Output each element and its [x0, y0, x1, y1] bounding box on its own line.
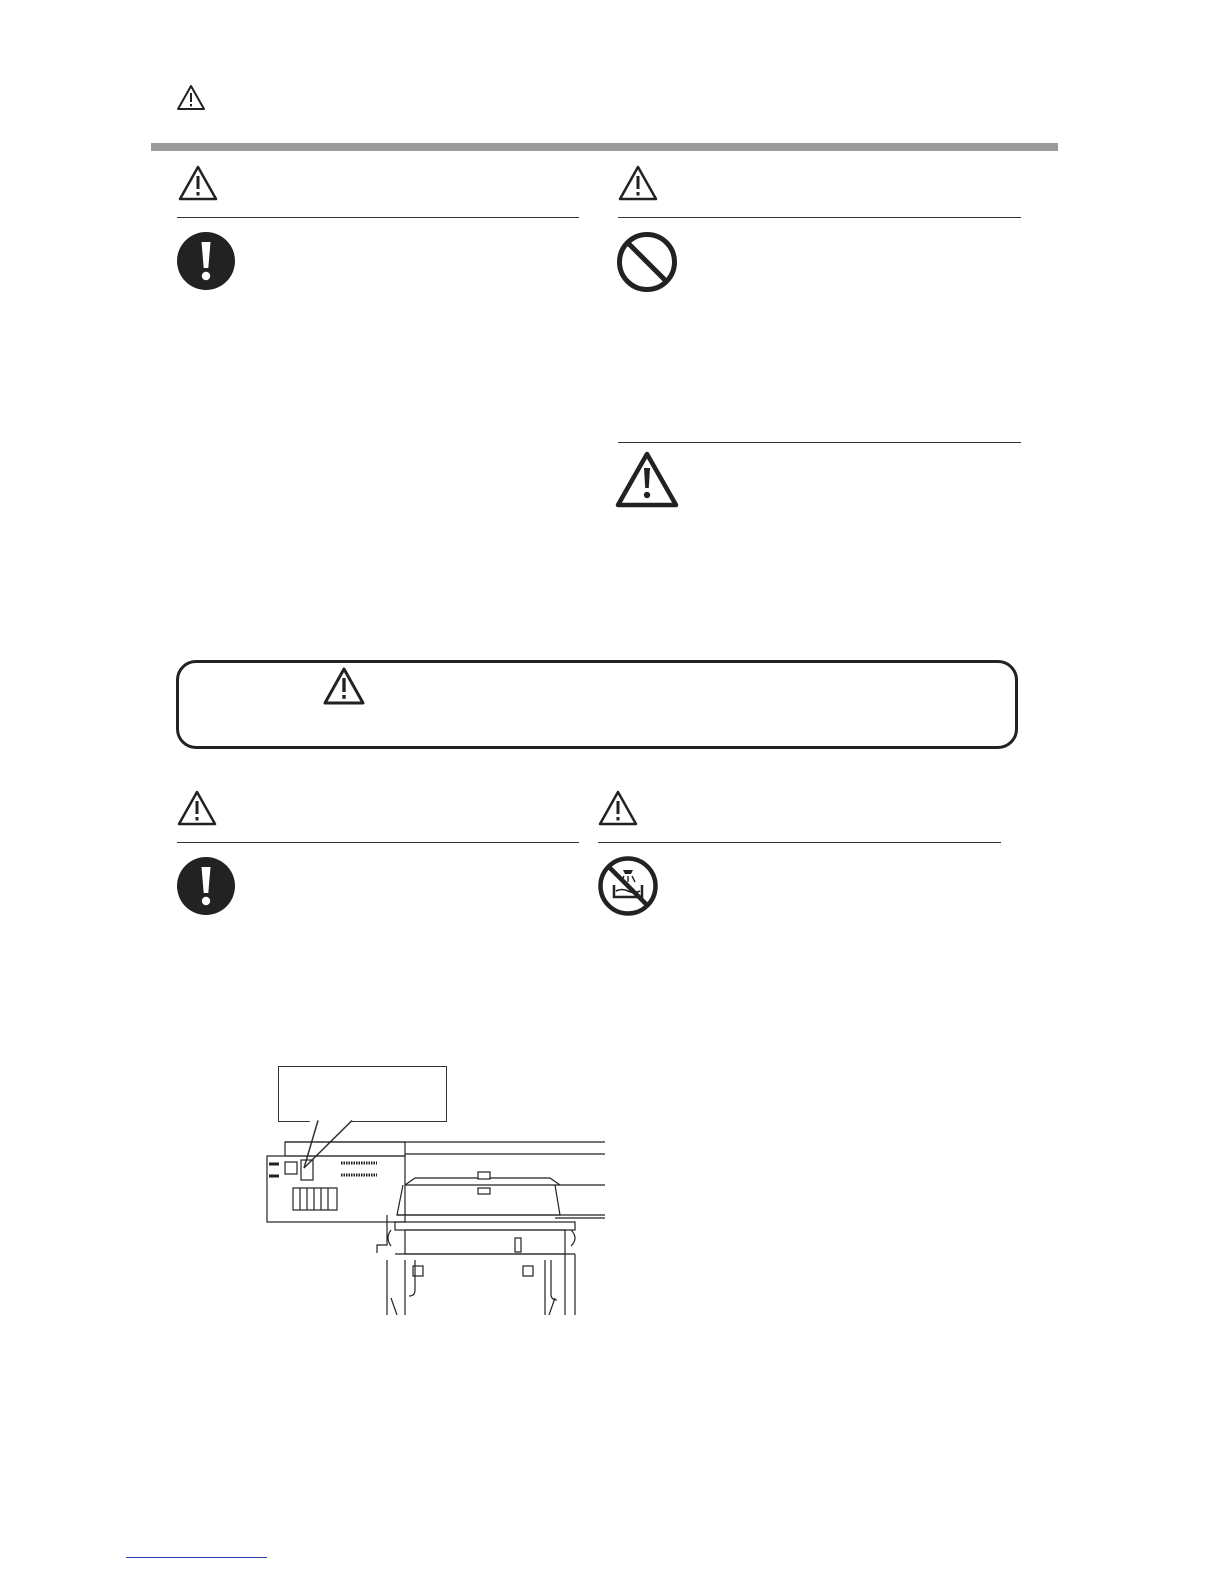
section-1-rule [177, 217, 579, 218]
header-warning-icon [176, 84, 206, 111]
notice-box-warning-icon [322, 666, 366, 706]
section-2-warning-icon [617, 164, 659, 202]
header-divider [151, 143, 1058, 151]
section-2-rule [618, 217, 1021, 218]
section-3-rule [618, 442, 1021, 443]
section-1-warning-icon [177, 164, 219, 202]
label-callout [278, 1066, 447, 1122]
prohibition-circle-icon [616, 231, 678, 293]
section-5-warning-icon [597, 789, 639, 827]
section-5-rule [598, 842, 1001, 843]
section-4-rule [177, 842, 579, 843]
hazard-triangle-icon [615, 451, 679, 508]
mandatory-exclamation-icon [176, 231, 236, 291]
notice-box [176, 660, 1018, 749]
no-water-icon [597, 855, 659, 917]
footer-link-underline[interactable] [126, 1557, 267, 1558]
mandatory-exclamation-icon-2 [176, 856, 236, 916]
printer-illustration [265, 1130, 610, 1320]
section-4-warning-icon [176, 789, 218, 827]
